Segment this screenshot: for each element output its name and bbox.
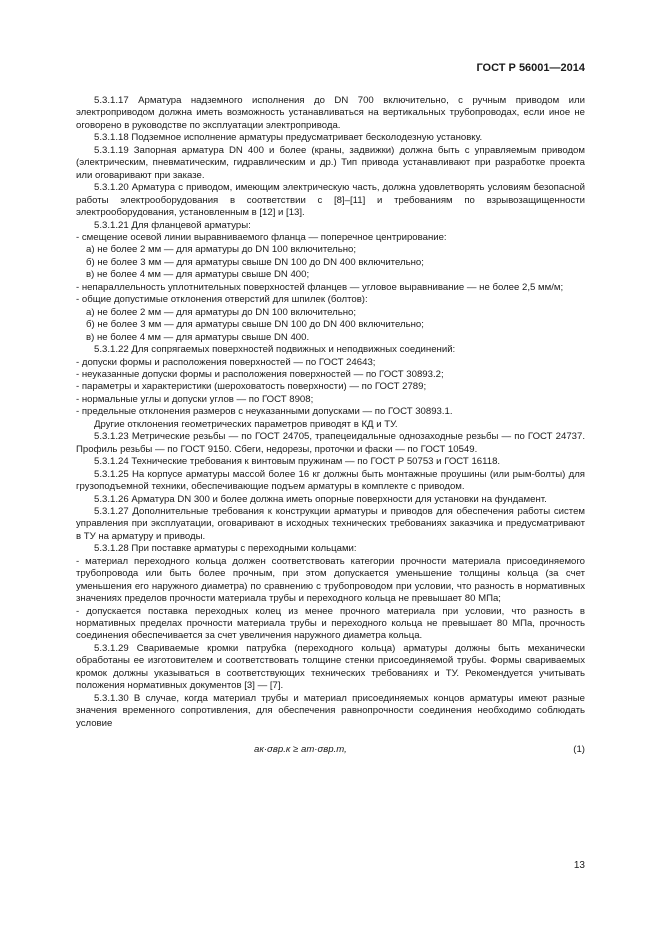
page-number: 13	[573, 860, 585, 871]
paragraph-5-3-1-28: 5.3.1.28 При поставке арматуры с переходными кольцами:	[94, 543, 357, 555]
paragraph-5-3-1-23: 5.3.1.23 Метрические резьбы — по ГОСТ 24705, трапецеидальные однозаходные резьбы — по ГОСТ 24737. Профиль резьбы — по ГОСТ 9150. Сбеги, недорезы, проточки и фаски — по ГОСТ 10549.	[76, 431, 585, 455]
paragraph-5-3-1-17: 5.3.1.17 Арматура надземного исполнения до DN 700 включительно, с ручным приводом или электроприводом должна иметь возможность устанавливаться на вертикальных трубопроводах, если иное не оговорено в руководстве по эксплуатации электропривода.	[76, 95, 585, 131]
paragraph-5-3-1-21: 5.3.1.21 Для фланцевой арматуры:	[94, 219, 251, 231]
paragraph-5-3-1-24: 5.3.1.24 Технические требования к винтовым пружинам — по ГОСТ Р 50753 и ГОСТ 16118.	[94, 456, 501, 468]
list-item: б) не более 3 мм — для арматуры свыше DN 100 до DN 400 включительно;	[86, 319, 424, 331]
paragraph-5-3-1-26: 5.3.1.26 Арматура DN 300 и более должна иметь опорные поверхности для установки на фундамент.	[94, 493, 547, 505]
list-item: а) не более 2 мм — для арматуры до DN 100 включительно;	[86, 244, 357, 256]
list-item: - неуказанные допуски формы и расположения поверхностей — по ГОСТ 30893.2;	[76, 368, 444, 380]
paragraph-5-3-1-18: 5.3.1.18 Подземное исполнение арматуры предусматривает бесколодезную установку.	[94, 132, 483, 144]
list-item: - материал переходного кольца должен соответствовать категории прочности материала присоединяемого трубопровода или быть более прочным, при этом допускается уменьшение толщины кольца (за счет уменьшения его наружного диаметра) по сравнению с трубопроводом при условии, что разность в нормативных значениях пределов прочности материала трубы и переходного кольца не превышает 80 МПа;	[76, 555, 585, 605]
list-item: в) не более 4 мм — для арматуры свыше DN 400;	[86, 269, 310, 281]
paragraph-5-3-1-25: 5.3.1.25 На корпусе арматуры массой более 16 кг должны быть монтажные проушины (или рым-болты) для грузоподъемной техники, обеспечивающие подъем арматуры в комплекте с приводом.	[76, 468, 585, 493]
list-item: - предельные отклонения размеров с неуказанными допусками — по ГОСТ 30893.1.	[76, 406, 453, 418]
list-item: - нормальные углы и допуски углов — по ГОСТ 8908;	[76, 393, 314, 405]
formula-expression: aк·σвр.к ≥ aт·σвр.т,	[254, 744, 347, 756]
list-item: - общие допустимые отклонения отверстий для шпилек (болтов):	[76, 294, 368, 306]
list-item: - допускается поставка переходных колец из менее прочного материала при условии, что разность в нормативных пределах прочности материала трубы и переходного кольца не превышает 80 МПа, прочность соединения обеспечивается за счет увеличения наружного диаметра кольца.	[76, 605, 585, 642]
paragraph-5-3-1-27: 5.3.1.27 Дополнительные требования к конструкции арматуры и приводов для обеспечения работы систем управления при эксплуатации, оговаривают в исходных технических требованиях заказчика и предусматривают в ТУ на арматуру и приводы.	[76, 505, 585, 542]
list-item: - допуски формы и расположения поверхностей — по ГОСТ 24643;	[76, 356, 376, 368]
paragraph-5-3-1-30: 5.3.1.30 В случае, когда материал трубы и материал присоединяемых концов арматуры имеют разные значения временного сопротивления, для обеспечения равнопрочности соединения необходимо соблюдать условие	[76, 692, 585, 729]
paragraph-5-3-1-20: 5.3.1.20 Арматура с приводом, имеющим электрическую часть, должна удовлетворять условиям безопасной работы электрооборудования в соответствии с [8]–[11] и требованиям по взрывозащищенности электрооборудования, установленным в [12] и [13].	[76, 182, 585, 219]
list-item: - непараллельность уплотнительных поверхностей фланцев — угловое выравнивание — не более 2,5 мм/м;	[76, 281, 564, 293]
list-item: а) не более 2 мм — для арматуры до DN 100 включительно;	[86, 306, 357, 318]
formula-1	[76, 734, 585, 766]
list-item: б) не более 3 мм — для арматуры свыше DN 100 до DN 400 включительно;	[86, 256, 424, 268]
paragraph-5-3-1-19: 5.3.1.19 Запорная арматура DN 400 и более (краны, задвижки) должна быть с управляемым приводом (электрическим, пневматическим, гидравлическим и др.) Тип привода устанавливают при разработке проекта или оговаривают при заказе.	[76, 144, 585, 181]
document-header: ГОСТ Р 56001—2014	[476, 62, 585, 74]
list-item: - параметры и характеристики (шероховатость поверхности) — по ГОСТ 2789;	[76, 381, 427, 393]
list-item: - смещение осевой линии выравниваемого фланца — поперечное центрирование:	[76, 231, 447, 243]
document-body	[76, 95, 585, 766]
list-item: в) не более 4 мм — для арматуры свыше DN 400.	[86, 331, 310, 343]
paragraph-5-3-1-29: 5.3.1.29 Свариваемые кромки патрубка (переходного кольца) арматуры должны быть механически обработаны ее изготовителем и соответствовать толщине стенки присоединяемой трубы. Формы свариваемых кромок должны указываться в соответствующих технических требованиях и ТУ. Рекомендуется учитывать положения нормативных документов [3] — [7].	[76, 642, 585, 692]
paragraph-note: Другие отклонения геометрических параметров приводят в КД и ТУ.	[94, 418, 398, 430]
paragraph-5-3-1-22: 5.3.1.22 Для сопрягаемых поверхностей подвижных и неподвижных соединений:	[94, 344, 456, 356]
formula-number: (1)	[573, 744, 585, 756]
